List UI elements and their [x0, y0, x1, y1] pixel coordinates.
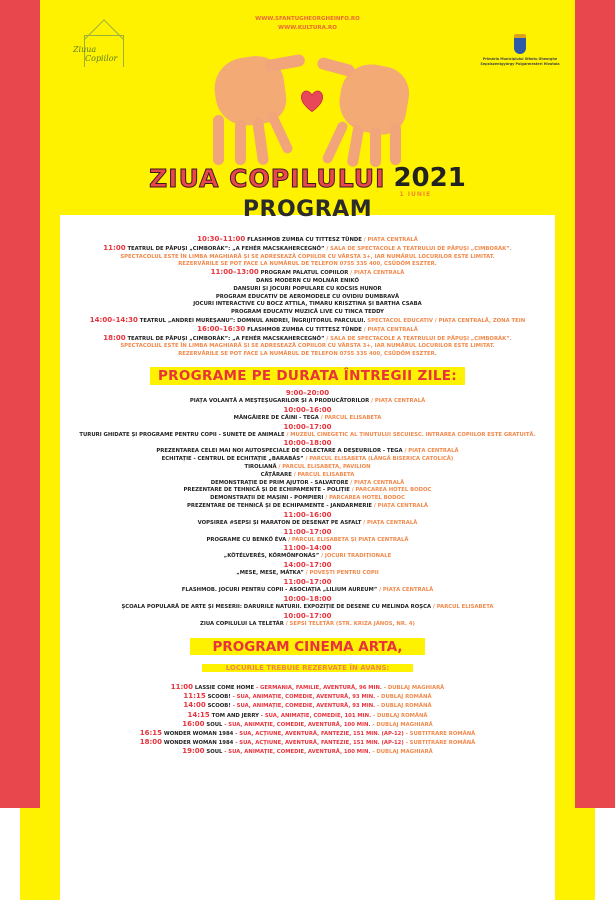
url-kultura[interactable]: WWW.KULTURA.RO: [278, 25, 337, 31]
schedule-text: TEATRUL „ANDREI MUREȘANU”: DOMNUL ANDREI, ÎNGRIJITORUL PARCULUI.: [139, 317, 366, 324]
city-hall-logo: [470, 34, 570, 67]
allday-item: „MESE, MESE, MÁTKA” / POVEȘTI PENTRU COPII: [236, 570, 379, 577]
schedule-note: SPECTACOLUL ESTE ÎN LIMBA MAGHIARĂ ȘI SE ADRESEAZĂ COPIILOR CU VÂRSTA 3+, IAR NUMĂRUL LOCURILOR ESTE LIMITAT.: [120, 253, 495, 260]
schedule-time: 18:00: [103, 333, 126, 342]
schedule-location: SPECTACOL EDUCATIV / PIAȚA CENTRALĂ, ZONA TEIN: [367, 317, 526, 324]
allday-item: TIROLIANĂ / PARCUL ELISABETA, PAVILION: [244, 463, 371, 470]
schedule-location: / PIAȚA CENTRALĂ: [363, 326, 418, 333]
allday-time: 11:00–17:00: [283, 577, 332, 586]
film-row: 14:00 SCOOB! - SUA, ANIMAȚIE, COMEDIE, AVENTURĂ, 93 MIN. - DUBLAJ ROMÂNĂ: [183, 701, 432, 710]
schedule-item: [60, 245, 555, 254]
allday-time: 9:00–20:00: [285, 388, 330, 397]
schedule-note: SPECTACOLUL ESTE ÎN LIMBA MAGHIARĂ ȘI SE ADRESEAZĂ COPIILOR CU VÂRSTA 3+, IAR NUMĂRUL LOCURILOR ESTE LIMITAT.: [120, 343, 495, 350]
allday-item: ZIUA COPILULUI LA TELETÁR / SEPSI TELETÁR (STR. KRIZA JÁNOS, NR. 4): [200, 620, 415, 627]
page-title: PROGRAM: [242, 197, 373, 222]
schedule-item: [60, 326, 555, 335]
heart-icon: [299, 88, 325, 114]
allday-time: 11:00–16:00: [283, 510, 332, 519]
allday-time: 11:00–17:00: [283, 527, 332, 536]
cinema-subheading: LOCURILE TREBUIE REZERVATE ÎN AVANS:: [202, 664, 414, 672]
allday-item: ECHITAȚIE - CENTRUL DE ECHITAȚIE „BARABÁS” / PARCUL ELISABETA (LÂNGĂ BISERICA CATOLICĂ): [161, 456, 454, 463]
schedule-time: 10:30–11:00: [197, 235, 246, 243]
city-hall-caption-ro: Primăria Municipiului Sfântu Gheorghe: [482, 57, 558, 61]
red-border-left: [0, 0, 40, 808]
coat-of-arms-icon: [514, 34, 526, 54]
title-ziua-copilului: ZIUA COPILULUI: [149, 163, 386, 193]
schedule-location: / SALA DE SPECTACOLE A TEATRULUI DE PĂPUȘI „CIMBORÁK”.: [326, 245, 512, 252]
film-row: 14:15 TOM AND JERRY - SUA, ANIMAȚIE, COMEDIE, 101 MIN. - DUBLAJ ROMÂNĂ: [187, 710, 428, 719]
title-year: [393, 163, 466, 198]
allday-item: „KÖTÉLVERÉS, KÖRMÖNFONÁS” / JOCURI TRADIȚIONALE: [223, 553, 392, 560]
schedule-text: TEATRUL DE PĂPUȘI „CIMBORÁK”: „A FEHÉR MACSKAHERCEGNŐ”: [127, 335, 325, 342]
film-row: 19:00 SOUL - SUA, ANIMAȚIE, COMEDIE, AVENTURĂ, 100 MIN. - DUBLAJ MAGHIARĂ: [182, 746, 433, 755]
allday-time: 11:00–14:00: [283, 544, 332, 553]
allday-item: MÂNGÂIERE DE CÂINI - TEGA / PARCUL ELISABETA: [233, 414, 382, 421]
schedule-text: FLASHMOB ZUMBA CU TITTESZ TÜNDE: [247, 326, 362, 333]
schedule-time: 11:00–13:00: [210, 268, 259, 277]
schedule-note: REZERVĂRILE SE POT FACE LA NUMĂRUL DE TELEFON 0755 335 400, CSÜDÖM ESZTER.: [178, 261, 437, 268]
film-row: 11:15 SCOOB! - SUA, ANIMAȚIE, COMEDIE, AVENTURĂ, 93 MIN. - DUBLAJ ROMÂNĂ: [183, 692, 432, 701]
schedule-subitem: JOCURI INTERACTIVE CU BOCZ ATTILA, TIMARU KRISZTINA ȘI BARTHA CSABA: [193, 301, 422, 308]
schedule-text: PROGRAM PALATUL COPIILOR: [260, 270, 349, 277]
allday-time: 14:00–17:00: [283, 561, 332, 570]
allday-time: 10:00–18:00: [283, 439, 332, 448]
program-content: [60, 236, 555, 756]
allday-item: ȘCOALA POPULARĂ DE ARTE ȘI MESERII: DARURILE NATURII. EXPOZIȚIE DE DESENE CU MELINDA ROȘCA / PARCUL ELISABETA: [121, 603, 494, 610]
allday-item: PROGRAME CU BENKŐ ÉVA / PARCUL ELISABETA ȘI PIAȚA CENTRALĂ: [206, 536, 409, 543]
yellow-border-bottom-right: [555, 808, 595, 900]
schedule-time: 16:00–16:30: [197, 324, 246, 333]
handprints-illustration: [195, 55, 425, 165]
film-row: 16:00 SOUL - SUA, ANIMAȚIE, COMEDIE, AVENTURĂ, 100 MIN. - DUBLAJ MAGHIARĂ: [182, 719, 433, 728]
allday-item: VOPSIREA #SEPSI ȘI MARATON DE DESENAT PE ASFALT / PIAȚA CENTRALĂ: [197, 519, 418, 526]
schedule-note: REZERVĂRILE SE POT FACE LA NUMĂRUL DE TELEFON 0755 335 400, CSÜDÖM ESZTER.: [178, 351, 437, 358]
allday-time: 10:00–18:00: [283, 594, 332, 603]
allday-time: 10:00–17:00: [283, 422, 332, 431]
allday-item: PREZENTAREA CELEI MAI NOI AUTOSPECIALE DE COLECTARE A DEȘEURILOR - TEGA / PIAȚA CENTRALĂ: [156, 448, 459, 455]
schedule-item: [60, 317, 555, 326]
film-row: 11:00 LASSIE COME HOME - GERMANIA, FAMILIE, AVENTURĂ, 96 MIN. - DUBLAJ MAGHIARĂ: [170, 683, 445, 692]
yellow-border-right: [555, 0, 575, 900]
schedule-location: / SALA DE SPECTACOLE A TEATRULUI DE PĂPUȘI „CIMBORÁK”.: [326, 335, 512, 342]
schedule-time: 14:00–14:30: [89, 315, 138, 324]
red-border-right: [575, 0, 615, 808]
allday-item: DEMONSTRAȚII DE MAȘINI - POMPIERI / PARCAREA HOTEL BODOC: [210, 495, 405, 502]
yellow-border-bottom-left: [20, 808, 60, 900]
allday-item: PREZENTARE DE TEHNICĂ ȘI DE ECHIPAMENTE - JANDARMERIE / PIAȚA CENTRALĂ: [187, 502, 428, 509]
logo-text-line1: Ziuua: [73, 45, 97, 54]
schedule-subitem: PROGRAM EDUCATIV DE AEROMODELE CU OVIDIU DUMBRAVĂ: [215, 293, 400, 300]
schedule-text: TEATRUL DE PĂPUȘI „CIMBORÁK”: „A FEHÉR MACSKAHERCEGNŐ”: [127, 245, 325, 252]
allday-item: PREZENTARE DE TEHNICĂ ȘI DE ECHIPAMENTE - POLIȚIE / PARCAREA HOTEL BODOC: [183, 487, 432, 494]
event-title: [0, 163, 615, 198]
logo-text-line2: Copiilor: [85, 54, 118, 63]
allday-item: CĂȚĂRARE / PARCUL ELISABETA: [260, 471, 355, 478]
ziua-copiilor-logo: [70, 33, 130, 73]
year-text: 2021: [393, 163, 466, 193]
allday-item: DEMONSTRAȚIE DE PRIM AJUTOR - SALVATORE / PIAȚA CENTRALĂ: [210, 479, 405, 486]
yellow-border-left: [40, 0, 60, 900]
allday-item: TURURI GHIDATE ȘI PROGRAME PENTRU COPII - SUNETE DE ANIMALE / MUZEUL CINEGETIC AL ȚINUTULUI SECUIESC. INTRAREA COPIILOR ESTE GRATUITĂ.: [79, 431, 536, 438]
allday-item: PIAȚA VOLANTĂ A MEȘTEȘUGARILOR ȘI A PRODUCĂTORILOR / PIAȚA CENTRALĂ: [189, 397, 426, 404]
url-sfantugheorghe[interactable]: WWW.SFANTUGHEORGHEINFO.RO: [255, 16, 360, 22]
schedule-location: / PIAȚA CENTRALĂ: [350, 270, 405, 277]
event-date: 1 IUNIE: [399, 191, 432, 198]
schedule-item: [60, 236, 555, 245]
schedule-text: FLASHMOB ZUMBA CU TITTESZ TÜNDE: [247, 237, 362, 243]
cinema-heading: PROGRAM CINEMA ARTA,: [190, 638, 424, 655]
film-row: 18:00 WONDER WOMAN 1984 - SUA, ACȚIUNE, AVENTURĂ, FANTEZIE, 151 MIN. (AP-12) - SUBTITRARE ROMÂNĂ: [139, 737, 476, 746]
schedule-subitem: DANSURI ȘI JOCURI POPULARE CU KOCSIS HUNOR: [233, 285, 382, 292]
film-row: 16:15 WONDER WOMAN 1984 - SUA, ACȚIUNE, AVENTURĂ, FANTEZIE, 151 MIN. (AP-12) - SUBTITRARE ROMÂNĂ: [139, 728, 476, 737]
allday-time: 10:00–16:00: [283, 405, 332, 414]
allday-item: FLASHMOB. JOCURI PENTRU COPII - ASOCIAȚIA „LILIUM AUREUM” / PIAȚA CENTRALĂ: [181, 586, 434, 593]
schedule-time: 11:00: [103, 243, 126, 252]
city-hall-caption-hu: Sepsiszentgyörgy Polgármesteri Hivatala: [480, 62, 560, 66]
allday-time: 10:00–17:00: [283, 611, 332, 620]
schedule-item: [60, 269, 555, 278]
schedule-subitem: PROGRAM EDUCATIV MUZICĂ LIVE CU TINCA TEDDY: [230, 309, 384, 316]
schedule-location: / PIAȚA CENTRALĂ: [363, 237, 418, 243]
schedule-subitem: DANS MODERN CU MOLNÁR ENIKŐ: [256, 277, 359, 284]
allday-heading: PROGRAME PE DURATA ÎNTREGII ZILE:: [150, 367, 465, 385]
